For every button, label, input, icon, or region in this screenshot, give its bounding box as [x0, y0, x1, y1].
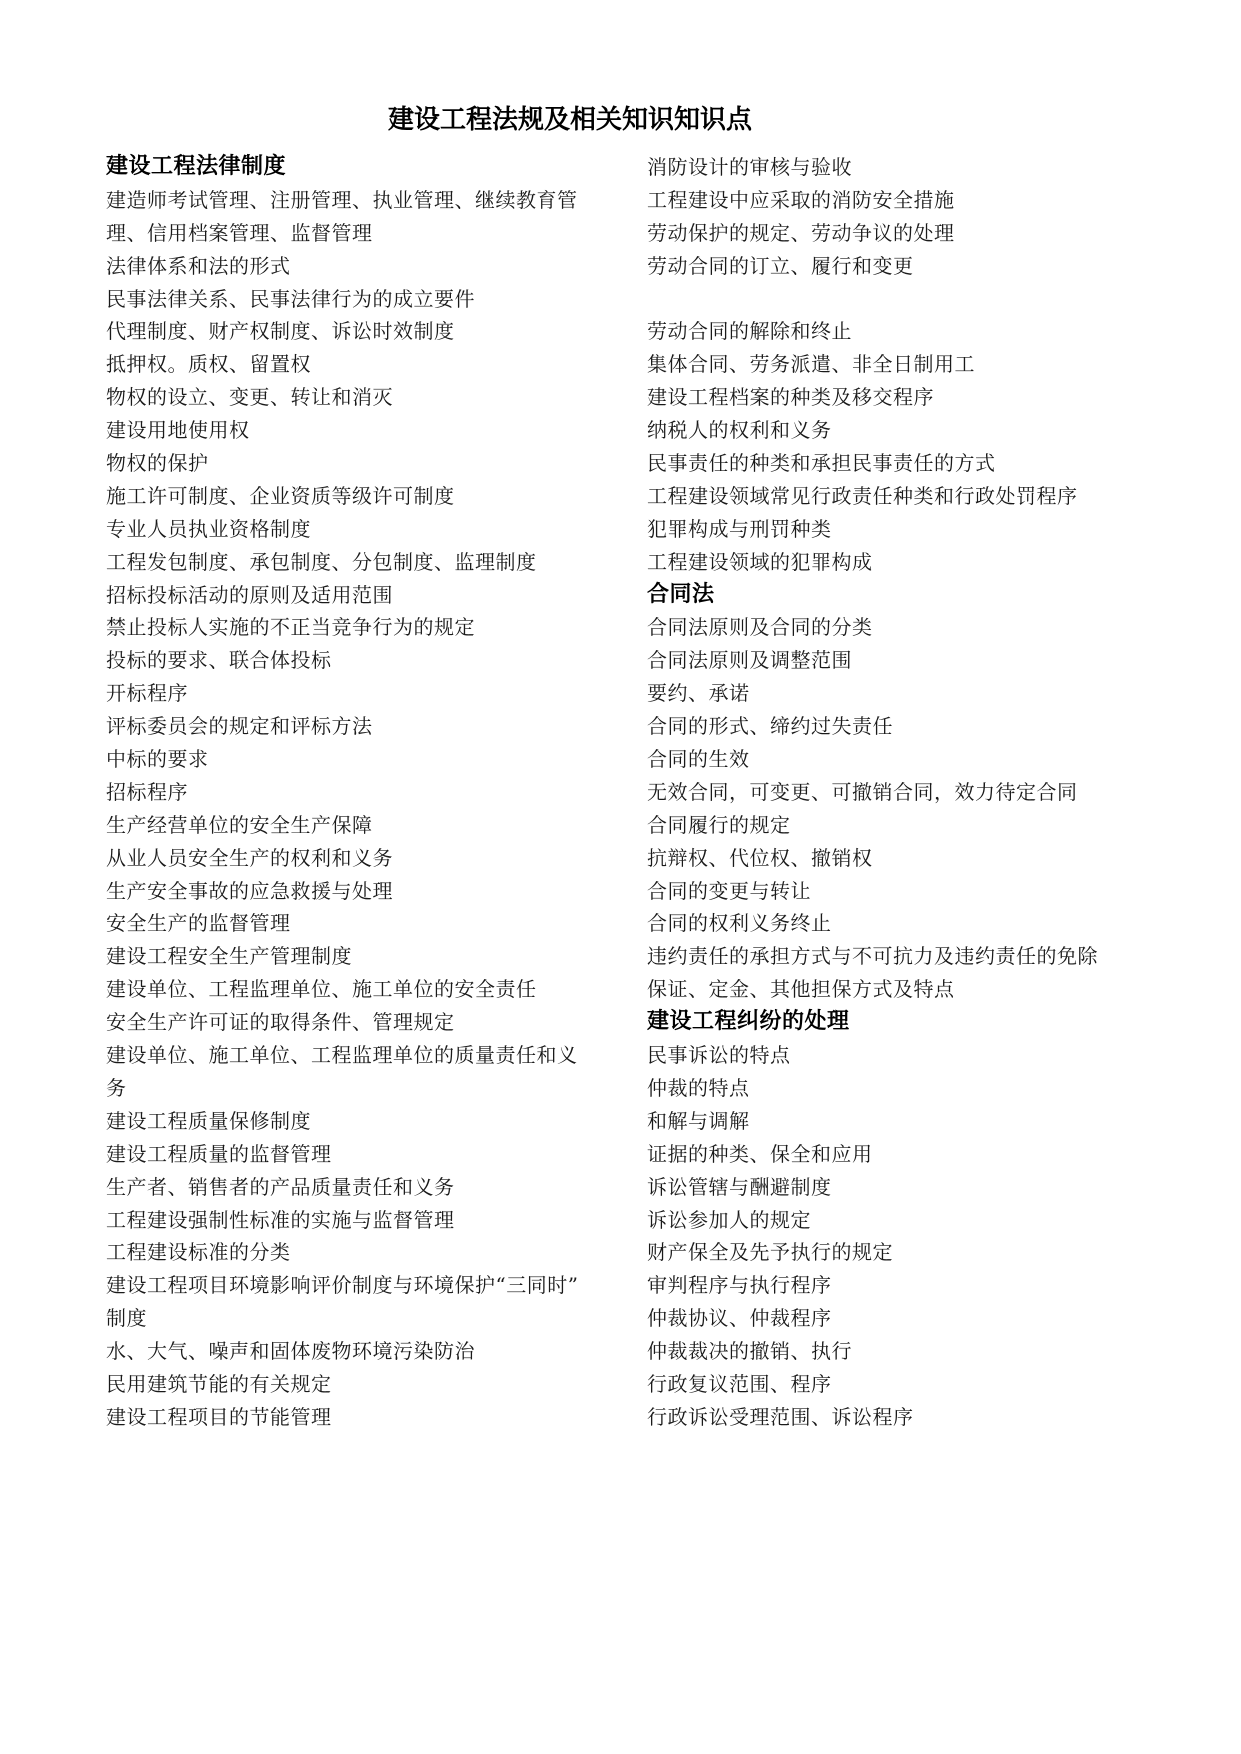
topic-line: 抵押权。质权、留置权 — [106, 352, 311, 377]
topic-line: 代理制度、财产权制度、诉讼时效制度 — [106, 319, 455, 344]
topic-line: 施工许可制度、企业资质等级许可制度 — [106, 483, 455, 508]
topic-line: 工程发包制度、承包制度、分包制度、监理制度 — [106, 549, 537, 574]
topic-line: 合同的权利义务终止 — [647, 911, 832, 936]
topic-line: 合同的形式、缔约过失责任 — [647, 714, 893, 739]
topic-line: 从业人员安全生产的权利和义务 — [106, 845, 393, 870]
topic-line: 合同法原则及合同的分类 — [647, 615, 873, 640]
topic-line: 评标委员会的规定和评标方法 — [106, 714, 373, 739]
topic-line: 招标投标活动的原则及适用范围 — [106, 582, 393, 607]
topic-line: 工程建设中应采取的消防安全措施 — [647, 187, 955, 212]
topic-line: 仲裁的特点 — [647, 1075, 750, 1100]
topic-line: 财产保全及先予执行的规定 — [647, 1240, 893, 1265]
topic-line: 建设工程安全生产管理制度 — [106, 944, 352, 969]
topic-line: 安全生产的监督管理 — [106, 911, 291, 936]
topic-line: 物权的保护 — [106, 451, 209, 476]
topic-line: 建设用地使用权 — [106, 418, 250, 443]
topic-line: 工程建设标准的分类 — [106, 1240, 291, 1265]
topic-line: 合同履行的规定 — [647, 812, 791, 837]
topic-line: 投标的要求、联合体投标 — [106, 648, 332, 673]
topic-line: 水、大气、噪声和固体废物环境污染防治 — [106, 1339, 475, 1364]
topic-line: 建设工程质量保修制度 — [106, 1108, 311, 1133]
topic-line: 审判程序与执行程序 — [647, 1273, 832, 1298]
topic-line: 专业人员执业资格制度 — [106, 516, 311, 541]
page-title: 建设工程法规及相关知识知识点 — [387, 105, 752, 135]
topic-line: 纳税人的权利和义务 — [647, 418, 832, 443]
topic-line: 工程建设领域常见行政责任种类和行政处罚程序 — [647, 483, 1078, 508]
topic-line: 生产经营单位的安全生产保障 — [106, 812, 373, 837]
topic-line: 建设工程项目环境影响评价制度与环境保护“三同时” — [106, 1273, 579, 1298]
topic-line: 法律体系和法的形式 — [106, 253, 291, 278]
topic-line: 犯罪构成与刑罚种类 — [647, 516, 832, 541]
topic-line: 劳动合同的解除和终止 — [647, 319, 852, 344]
topic-line: 诉讼参加人的规定 — [647, 1207, 811, 1232]
topic-line: 工程建设领域的犯罪构成 — [647, 549, 873, 574]
topic-line: 保证、定金、其他担保方式及特点 — [647, 977, 955, 1002]
topic-line: 建设工程档案的种类及移交程序 — [647, 385, 934, 410]
topic-line: 诉讼管辖与酬避制度 — [647, 1174, 832, 1199]
topic-line: 民事法律关系、民事法律行为的成立要件 — [106, 286, 475, 311]
topic-line: 要约、承诺 — [647, 681, 750, 706]
topic-line: 建设单位、施工单位、工程监理单位的质量责任和义 — [106, 1043, 578, 1068]
topic-line: 物权的设立、变更、转让和消灭 — [106, 385, 393, 410]
topic-line: 开标程序 — [106, 681, 188, 706]
topic-line: 合同的生效 — [647, 747, 750, 772]
topic-line: 招标程序 — [106, 779, 188, 804]
topic-line: 行政复议范围、程序 — [647, 1371, 832, 1396]
topic-line: 安全生产许可证的取得条件、管理规定 — [106, 1010, 455, 1035]
topic-line: 合同的变更与转让 — [647, 878, 811, 903]
topic-line: 民用建筑节能的有关规定 — [106, 1371, 332, 1396]
topic-line: 劳动保护的规定、劳动争议的处理 — [647, 220, 955, 245]
topic-line: 民事责任的种类和承担民事责任的方式 — [647, 451, 996, 476]
topic-line: 仲裁裁决的撤销、执行 — [647, 1339, 852, 1364]
topic-line: 劳动合同的订立、履行和变更 — [647, 253, 914, 278]
topic-line: 生产者、销售者的产品质量责任和义务 — [106, 1174, 455, 1199]
topic-line: 民事诉讼的特点 — [647, 1043, 791, 1068]
topic-line: 违约责任的承担方式与不可抗力及违约责任的免除 — [647, 944, 1098, 969]
left-column — [106, 151, 618, 1434]
section-heading: 合同法 — [647, 581, 715, 607]
topic-line: 和解与调解 — [647, 1108, 750, 1133]
topic-line: 工程建设强制性标准的实施与监督管理 — [106, 1207, 455, 1232]
topic-line: 证据的种类、保全和应用 — [647, 1141, 873, 1166]
topic-line: 无效合同，可变更、可撤销合同，效力待定合同 — [647, 779, 1078, 804]
topic-line: 中标的要求 — [106, 747, 209, 772]
topic-line: 务 — [106, 1075, 127, 1100]
topic-line: 抗辩权、代位权、撤销权 — [647, 845, 873, 870]
topic-line: 消防设计的审核与验收 — [647, 155, 852, 179]
section-heading: 建设工程法律制度 — [106, 154, 287, 179]
topic-line: 理、信用档案管理、监督管理 — [106, 220, 373, 245]
topic-line: 仲裁协议、仲裁程序 — [647, 1306, 832, 1331]
topic-line: 制度 — [106, 1306, 147, 1331]
blank-line — [647, 283, 1167, 316]
topic-line: 集体合同、劳务派遣、非全日制用工 — [647, 352, 975, 377]
topic-line: 建设工程质量的监督管理 — [106, 1141, 332, 1166]
section-heading: 建设工程纠纷的处理 — [647, 1009, 850, 1035]
topic-line: 建设单位、工程监理单位、施工单位的安全责任 — [106, 977, 537, 1002]
topic-line: 合同法原则及调整范围 — [647, 648, 852, 673]
topic-line: 建设工程项目的节能管理 — [106, 1404, 332, 1429]
topic-line: 禁止投标人实施的不正当竞争行为的规定 — [106, 615, 475, 640]
topic-line: 建造师考试管理、注册管理、执业管理、继续教育管 — [106, 187, 578, 212]
topic-line: 行政诉讼受理范围、诉讼程序 — [647, 1404, 914, 1429]
right-column — [647, 151, 1167, 1434]
topic-line: 生产安全事故的应急救援与处理 — [106, 878, 393, 903]
